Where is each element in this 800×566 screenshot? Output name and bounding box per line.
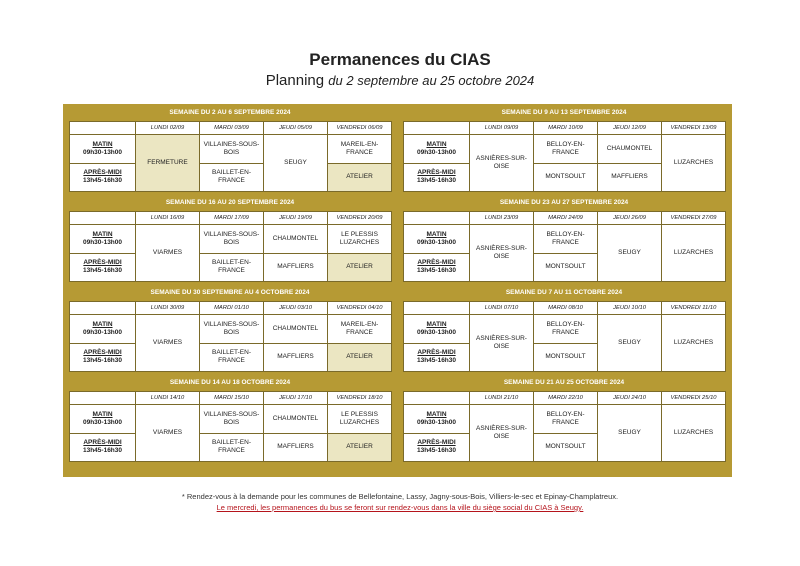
- afternoon-label: APRÈS-MIDI: [83, 439, 122, 447]
- afternoon-hours: 13h45-16h30: [82, 357, 123, 365]
- day-header-monday: LUNDI 30/09: [136, 302, 200, 315]
- afternoon-label: APRÈS-MIDI: [417, 259, 456, 267]
- friday-morning-cell: LE PLESSIS LUZARCHES: [328, 225, 392, 254]
- thursday-morning-cell: CHAUMONTEL: [264, 405, 328, 434]
- morning-label: MATIN: [92, 410, 113, 418]
- day-header-friday: VENDREDI 25/10: [662, 392, 726, 405]
- day-header-monday: LUNDI 09/09: [470, 122, 534, 135]
- week-title: SEMAINE DU 23 AU 27 SEPTEMBRE 2024: [499, 199, 629, 206]
- subtitle-main: Planning: [265, 72, 325, 89]
- corner-cell: [70, 212, 136, 225]
- day-header-tuesday: MARDI 22/10: [534, 392, 598, 405]
- corner-cell: [404, 392, 470, 405]
- day-header-thursday: JEUDI 10/10: [598, 302, 662, 315]
- day-header-thursday: JEUDI 03/10: [264, 302, 328, 315]
- week-title: SEMAINE DU 7 AU 11 OCTOBRE 2024: [505, 289, 623, 296]
- week-block: [65, 285, 395, 373]
- tuesday-morning-cell: VILLAINES-SOUS-BOIS: [200, 135, 264, 164]
- day-header-monday: LUNDI 14/10: [136, 392, 200, 405]
- morning-hours: 09h30-13h00: [82, 148, 123, 156]
- planning-board: [63, 104, 732, 477]
- day-header-monday: LUNDI 16/09: [136, 212, 200, 225]
- tuesday-morning-cell: BELLOY-EN-FRANCE: [534, 225, 598, 254]
- friday-cell: LUZARCHES: [662, 225, 726, 282]
- morning-label: MATIN: [426, 230, 447, 238]
- day-header-thursday: JEUDI 12/09: [598, 122, 662, 135]
- page-subtitle: [0, 72, 800, 89]
- week-title: SEMAINE DU 9 AU 13 SEPTEMBRE 2024: [501, 109, 627, 116]
- footnote: * Rendez-vous à la demande pour les communes de Bellefontaine, Lassy, Jagny-sous-Bois, Villiers-le-sec et Epinay-Champlatreux.: [181, 492, 619, 501]
- week-title: SEMAINE DU 16 AU 20 SEPTEMBRE 2024: [165, 199, 295, 206]
- afternoon-slot-label: [70, 433, 136, 462]
- day-header-thursday: JEUDI 24/10: [598, 392, 662, 405]
- tuesday-morning-cell: VILLAINES-SOUS-BOIS: [200, 225, 264, 254]
- week-block: [399, 195, 729, 283]
- corner-cell: [70, 122, 136, 135]
- monday-cell: FERMETURE: [136, 135, 200, 192]
- morning-label: MATIN: [426, 320, 447, 328]
- morning-label: MATIN: [92, 230, 113, 238]
- week-block: [399, 105, 729, 193]
- tuesday-afternoon-cell: BAILLET-EN-FRANCE: [200, 253, 264, 282]
- afternoon-slot-label: [404, 343, 470, 372]
- afternoon-hours: 13h45-16h30: [82, 177, 123, 185]
- afternoon-label: APRÈS-MIDI: [83, 169, 122, 177]
- afternoon-label: APRÈS-MIDI: [83, 349, 122, 357]
- afternoon-hours: 13h45-16h30: [416, 447, 457, 455]
- friday-cell: LUZARCHES: [662, 405, 726, 462]
- morning-hours: 09h30-13h00: [82, 238, 123, 246]
- afternoon-hours: 13h45-16h30: [82, 447, 123, 455]
- afternoon-slot-label: [404, 433, 470, 462]
- tuesday-morning-cell: BELLOY-EN-FRANCE: [534, 315, 598, 344]
- tuesday-morning-cell: VILLAINES-SOUS-BOIS: [200, 315, 264, 344]
- tuesday-afternoon-cell: BAILLET-EN-FRANCE: [200, 163, 264, 192]
- monday-cell: ASNIÈRES-SUR-OISE: [470, 315, 534, 372]
- morning-hours: 09h30-13h00: [82, 418, 123, 426]
- day-header-thursday: JEUDI 19/09: [264, 212, 328, 225]
- week-schedule-table: [403, 391, 726, 462]
- afternoon-label: APRÈS-MIDI: [417, 439, 456, 447]
- day-header-tuesday: MARDI 01/10: [200, 302, 264, 315]
- week-block: [65, 105, 395, 193]
- tuesday-afternoon-cell: MONTSOULT: [534, 253, 598, 282]
- corner-cell: [404, 122, 470, 135]
- monday-cell: ASNIÈRES-SUR-OISE: [470, 225, 534, 282]
- afternoon-slot-label: [404, 163, 470, 192]
- morning-hours: 09h30-13h00: [416, 238, 457, 246]
- day-header-monday: LUNDI 23/09: [470, 212, 534, 225]
- week-title: SEMAINE DU 30 SEPTEMBRE AU 4 OCTOBRE 2024: [150, 289, 310, 296]
- monday-cell: ASNIÈRES-SUR-OISE: [470, 405, 534, 462]
- afternoon-label: APRÈS-MIDI: [417, 169, 456, 177]
- week-block: [65, 375, 395, 463]
- day-header-thursday: JEUDI 17/10: [264, 392, 328, 405]
- day-header-thursday: JEUDI 05/09: [264, 122, 328, 135]
- morning-label: MATIN: [426, 140, 447, 148]
- corner-cell: [70, 392, 136, 405]
- tuesday-morning-cell: BELLOY-EN-FRANCE: [534, 405, 598, 434]
- day-header-tuesday: MARDI 15/10: [200, 392, 264, 405]
- thursday-afternoon-cell: MAFFLIERS: [264, 253, 328, 282]
- morning-slot-label: [70, 225, 136, 254]
- thursday-morning-cell: CHAUMONTEL: [598, 135, 662, 164]
- friday-cell: LUZARCHES: [662, 315, 726, 372]
- week-schedule-table: [69, 211, 392, 282]
- morning-slot-label: [70, 405, 136, 434]
- day-header-friday: VENDREDI 06/09: [328, 122, 392, 135]
- afternoon-slot-label: [70, 343, 136, 372]
- day-header-friday: VENDREDI 04/10: [328, 302, 392, 315]
- thursday-afternoon-cell: MAFFLIERS: [264, 343, 328, 372]
- subtitle-dates: du 2 septembre au 25 octobre 2024: [328, 73, 535, 88]
- thursday-cell: SEUGY: [598, 315, 662, 372]
- week-block: [399, 375, 729, 463]
- afternoon-hours: 13h45-16h30: [416, 357, 457, 365]
- week-schedule-table: [69, 301, 392, 372]
- afternoon-slot-label: [70, 253, 136, 282]
- monday-cell: VIARMES: [136, 315, 200, 372]
- thursday-cell: SEUGY: [598, 405, 662, 462]
- afternoon-label: APRÈS-MIDI: [83, 259, 122, 267]
- thursday-cell: SEUGY: [264, 135, 328, 192]
- day-header-tuesday: MARDI 03/09: [200, 122, 264, 135]
- week-title: SEMAINE DU 2 AU 6 SEPTEMBRE 2024: [169, 109, 291, 116]
- afternoon-hours: 13h45-16h30: [416, 267, 457, 275]
- afternoon-hours: 13h45-16h30: [82, 267, 123, 275]
- week-title: SEMAINE DU 21 AU 25 OCTOBRE 2024: [503, 379, 625, 386]
- friday-afternoon-cell: ATELIER: [328, 163, 392, 192]
- friday-afternoon-cell: ATELIER: [328, 343, 392, 372]
- page-title: Permanences du CIAS: [309, 50, 491, 69]
- friday-morning-cell: MAREIL-EN-FRANCE: [328, 135, 392, 164]
- thursday-afternoon-cell: MAFFLIERS: [598, 163, 662, 192]
- day-header-friday: VENDREDI 20/09: [328, 212, 392, 225]
- tuesday-afternoon-cell: MONTSOULT: [534, 343, 598, 372]
- monday-cell: VIARMES: [136, 405, 200, 462]
- morning-slot-label: [70, 315, 136, 344]
- day-header-monday: LUNDI 07/10: [470, 302, 534, 315]
- morning-label: MATIN: [92, 320, 113, 328]
- friday-morning-cell: LE PLESSIS LUZARCHES: [328, 405, 392, 434]
- day-header-monday: LUNDI 21/10: [470, 392, 534, 405]
- tuesday-afternoon-cell: BAILLET-EN-FRANCE: [200, 343, 264, 372]
- tuesday-morning-cell: VILLAINES-SOUS-BOIS: [200, 405, 264, 434]
- tuesday-afternoon-cell: MONTSOULT: [534, 433, 598, 462]
- morning-hours: 09h30-13h00: [416, 328, 457, 336]
- day-header-friday: VENDREDI 27/09: [662, 212, 726, 225]
- thursday-morning-cell: CHAUMONTEL: [264, 315, 328, 344]
- day-header-friday: VENDREDI 13/09: [662, 122, 726, 135]
- week-schedule-table: [69, 121, 392, 192]
- week-block: [65, 195, 395, 283]
- morning-slot-label: [404, 315, 470, 344]
- friday-morning-cell: MAREIL-EN-FRANCE: [328, 315, 392, 344]
- morning-slot-label: [404, 405, 470, 434]
- thursday-afternoon-cell: MAFFLIERS: [264, 433, 328, 462]
- week-schedule-table: [69, 391, 392, 462]
- week-schedule-table: [403, 301, 726, 372]
- day-header-thursday: JEUDI 26/09: [598, 212, 662, 225]
- thursday-morning-cell: CHAUMONTEL: [264, 225, 328, 254]
- tuesday-morning-cell: BELLOY-EN-FRANCE: [534, 135, 598, 164]
- day-header-tuesday: MARDI 24/09: [534, 212, 598, 225]
- week-block: [399, 285, 729, 373]
- afternoon-hours: 13h45-16h30: [416, 177, 457, 185]
- afternoon-label: APRÈS-MIDI: [417, 349, 456, 357]
- morning-slot-label: [404, 135, 470, 164]
- morning-slot-label: [70, 135, 136, 164]
- corner-cell: [404, 212, 470, 225]
- week-schedule-table: [403, 211, 726, 282]
- corner-cell: [70, 302, 136, 315]
- monday-cell: VIARMES: [136, 225, 200, 282]
- thursday-cell: SEUGY: [598, 225, 662, 282]
- friday-afternoon-cell: ATELIER: [328, 253, 392, 282]
- morning-slot-label: [404, 225, 470, 254]
- morning-label: MATIN: [426, 410, 447, 418]
- day-header-friday: VENDREDI 18/10: [328, 392, 392, 405]
- corner-cell: [404, 302, 470, 315]
- tuesday-afternoon-cell: BAILLET-EN-FRANCE: [200, 433, 264, 462]
- friday-afternoon-cell: ATELIER: [328, 433, 392, 462]
- week-title: SEMAINE DU 14 AU 18 OCTOBRE 2024: [169, 379, 291, 386]
- monday-cell: ASNIÈRES-SUR-OISE: [470, 135, 534, 192]
- morning-label: MATIN: [92, 140, 113, 148]
- morning-hours: 09h30-13h00: [82, 328, 123, 336]
- afternoon-slot-label: [70, 163, 136, 192]
- day-header-friday: VENDREDI 11/10: [662, 302, 726, 315]
- tuesday-afternoon-cell: MONTSOULT: [534, 163, 598, 192]
- day-header-tuesday: MARDI 17/09: [200, 212, 264, 225]
- day-header-tuesday: MARDI 08/10: [534, 302, 598, 315]
- friday-cell: LUZARCHES: [662, 135, 726, 192]
- day-header-tuesday: MARDI 10/09: [534, 122, 598, 135]
- afternoon-slot-label: [404, 253, 470, 282]
- week-schedule-table: [403, 121, 726, 192]
- wednesday-note: Le mercredi, les permanences du bus se feront sur rendez-vous dans la ville du siège social du CIAS à Seugy.: [216, 503, 584, 512]
- morning-hours: 09h30-13h00: [416, 148, 457, 156]
- day-header-monday: LUNDI 02/09: [136, 122, 200, 135]
- morning-hours: 09h30-13h00: [416, 418, 457, 426]
